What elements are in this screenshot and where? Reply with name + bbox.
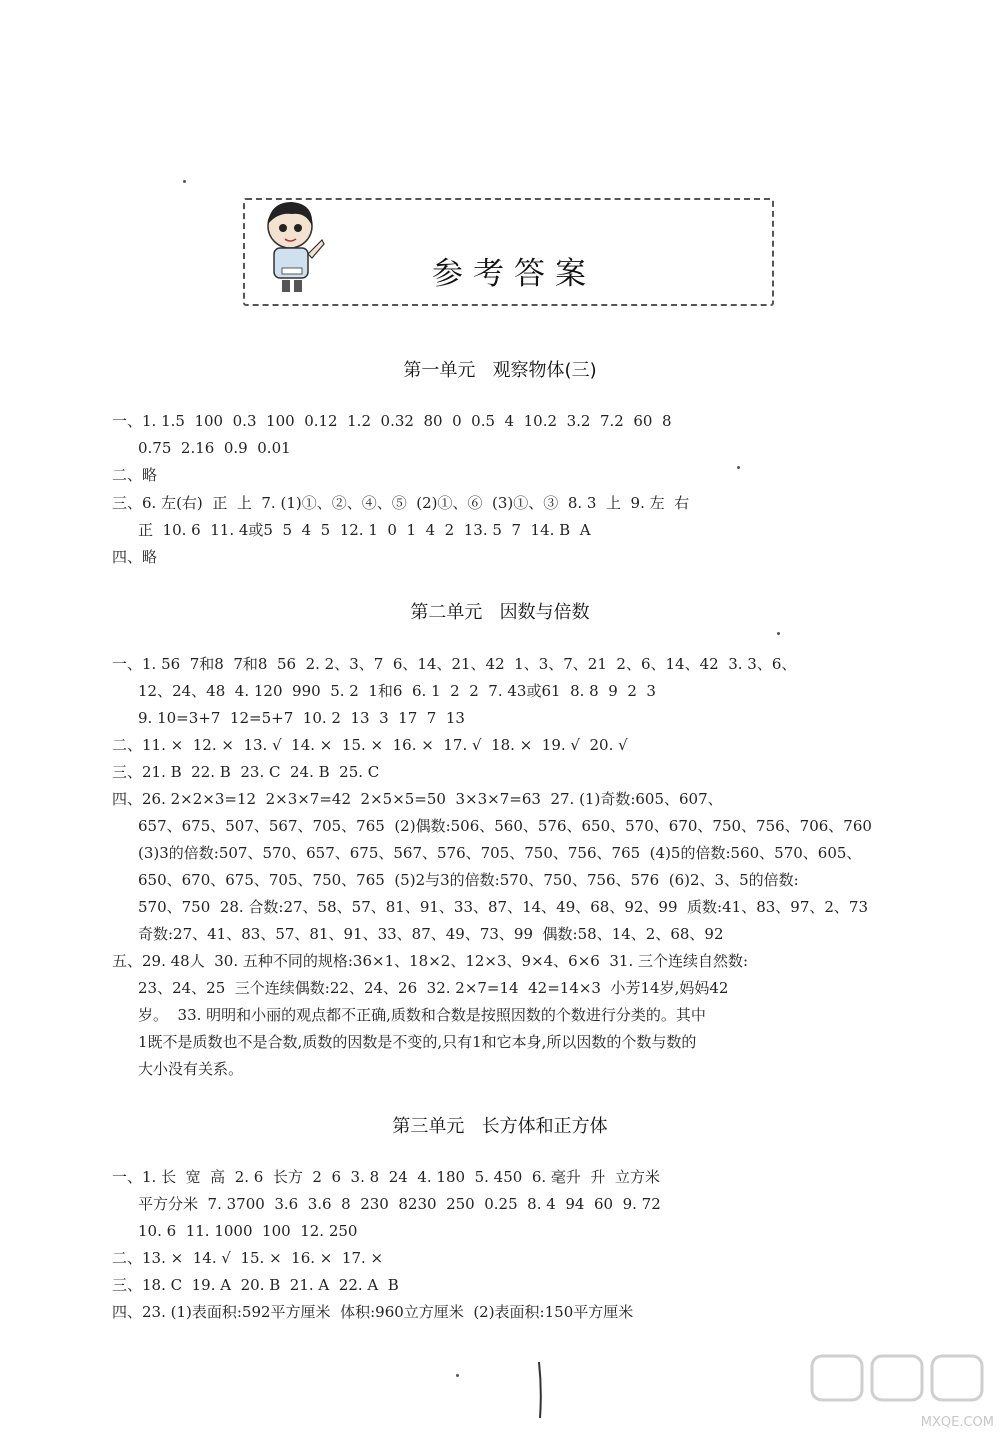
- unit1-line: 三、6. 左(右) 正 上 7. (1)①、②、④、⑤ (2)①、⑥ (3)①、③ 8. 3 上 9. 左 右: [112, 494, 690, 512]
- unit2-line: 12、24、48 4. 120 990 5. 2 1和6 6. 1 2 2 7. 43或61 8. 8 9 2 3: [138, 682, 656, 700]
- unit2-line: 四、26. 2×2×3=12 2×3×7=42 2×5×5=50 3×3×7=63 27. (1)奇数:605、607、: [112, 790, 723, 808]
- scan-speck: [737, 466, 740, 469]
- unit1-line: 二、略: [112, 466, 158, 484]
- unit2-line: 23、24、25 三个连续偶数:22、24、26 32. 2×7=14 42=14×3 小芳14岁,妈妈42: [138, 979, 729, 997]
- unit2-line: 二、11. × 12. × 13. √ 14. × 15. × 16. × 17. √ 18. × 19. √ 20. √: [112, 736, 628, 754]
- scan-speck: [183, 180, 186, 183]
- unit2-line: 奇数:27、41、83、57、81、91、33、87、49、73、99 偶数:58、14、2、68、92: [138, 925, 724, 943]
- unit1-line: 四、略: [112, 548, 158, 566]
- unit3-line: 平方分米 7. 3700 3.6 3.6 8 230 8230 250 0.25 8. 4 94 60 9. 72: [138, 1195, 661, 1213]
- unit2-line: 岁。 33. 明明和小丽的观点都不正确,质数和合数是按照因数的个数进行分类的。其中: [138, 1006, 706, 1024]
- unit3-line: 10. 6 11. 1000 100 12. 250: [138, 1222, 358, 1240]
- answer-key-title: 参考答案: [432, 256, 596, 292]
- watermark-text: MXQE.COM: [920, 1415, 994, 1430]
- unit2-line: (3)3的倍数:507、570、657、675、567、576、705、750、756、765 (4)5的倍数:560、570、605、: [138, 844, 862, 862]
- unit2-line: 五、29. 48人 30. 五种不同的规格:36×1、18×2、12×3、9×4、6×6 31. 三个连续自然数:: [112, 952, 749, 970]
- unit3-line: 一、1. 长 宽 高 2. 6 长方 2 6 3. 8 24 4. 180 5. 450 6. 毫升 升 立方米: [112, 1168, 660, 1186]
- unit3-line: 四、23. (1)表面积:592平方厘米 体积:960立方厘米 (2)表面积:150平方厘米: [112, 1303, 634, 1321]
- unit1-title: 第一单元 观察物体(三): [403, 360, 597, 381]
- unit2-line: 650、670、675、705、750、765 (5)2与3的倍数:570、750、756、576 (6)2、3、5的倍数:: [138, 871, 799, 889]
- watermark-logo: [792, 1348, 992, 1408]
- unit2-line: 570、750 28. 合数:27、58、57、81、91、33、87、14、49、68、92、99 质数:41、83、97、2、73: [138, 898, 868, 916]
- unit2-line: 一、1. 56 7和8 7和8 56 2. 2、3、7 6、14、21、42 1、3、7、21 2、6、14、42 3. 3、6、: [112, 655, 797, 673]
- cartoon-boy-mascot: [252, 196, 330, 296]
- unit3-title: 第三单元 长方体和正方体: [392, 1116, 608, 1137]
- scan-speck: [777, 632, 780, 635]
- scan-speck: [456, 1374, 459, 1377]
- unit1-line: 一、1. 1.5 100 0.3 100 0.12 1.2 0.32 80 0 0.5 4 10.2 3.2 7.2 60 8: [112, 412, 672, 430]
- unit1-line: 正 10. 6 11. 4或5 5 4 5 12. 1 0 1 4 2 13. 5 7 14. B A: [138, 521, 591, 539]
- unit2-title: 第二单元 因数与倍数: [410, 602, 590, 623]
- unit2-line: 657、675、507、567、705、765 (2)偶数:506、560、576、650、570、670、750、756、706、760: [138, 817, 872, 835]
- unit2-line: 大小没有关系。: [138, 1060, 244, 1078]
- unit3-line: 二、13. × 14. √ 15. × 16. × 17. ×: [112, 1249, 384, 1267]
- unit3-line: 三、18. C 19. A 20. B 21. A 22. A B: [112, 1276, 399, 1294]
- unit2-line: 1既不是质数也不是合数,质数的因数是不变的,只有1和它本身,所以因数的个数与数的: [138, 1033, 697, 1051]
- unit2-line: 三、21. B 22. B 23. C 24. B 25. C: [112, 763, 380, 781]
- unit1-line: 0.75 2.16 0.9 0.01: [138, 439, 291, 457]
- unit2-line: 9. 10=3+7 12=5+7 10. 2 13 3 17 7 13: [138, 709, 465, 727]
- scan-stroke: [535, 1360, 545, 1420]
